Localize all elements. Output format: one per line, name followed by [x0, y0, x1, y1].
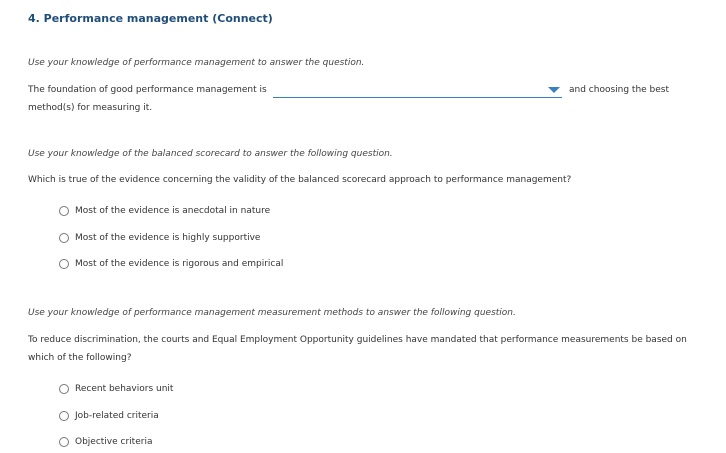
- q3-question-line1: To reduce discrimination, the courts and Equal Employment Opportunity guidelines have mandated that performance measurements be based on: [28, 335, 687, 345]
- q2-option-2-label: Most of the evidence is highly supportive: [75, 233, 261, 243]
- radio-button[interactable]: [59, 259, 69, 269]
- q1-prefix: The foundation of good performance management is: [28, 85, 267, 95]
- radio-button[interactable]: [59, 233, 69, 243]
- q3-option-1[interactable]: [59, 382, 173, 396]
- q3-question-line2: which of the following?: [28, 353, 132, 363]
- q2-instruction: Use your knowledge of the balanced scorecard to answer the following question.: [28, 149, 393, 159]
- radio-button[interactable]: [59, 437, 69, 447]
- q2-option-1[interactable]: [59, 204, 270, 218]
- question-title: 4. Performance management (Connect): [28, 12, 273, 25]
- q3-option-2-label: Job-related criteria: [75, 411, 159, 421]
- q1-continuation: method(s) for measuring it.: [28, 103, 153, 113]
- chevron-down-icon[interactable]: [548, 87, 560, 93]
- q3-option-1-label: Recent behaviors unit: [75, 384, 174, 394]
- q2-option-3-label: Most of the evidence is rigorous and empirical: [75, 259, 284, 269]
- q3-option-3[interactable]: [59, 435, 152, 449]
- q1-instruction: Use your knowledge of performance management to answer the question.: [28, 58, 365, 68]
- q2-option-2[interactable]: [59, 231, 260, 245]
- q3-instruction: Use your knowledge of performance management measurement methods to answer the following question.: [28, 308, 516, 318]
- radio-button[interactable]: [59, 384, 69, 394]
- q3-option-2[interactable]: [59, 409, 159, 423]
- q1-answer-dropdown[interactable]: [273, 83, 562, 98]
- q2-question: Which is true of the evidence concerning the validity of the balanced scorecard approach to performance management?: [28, 175, 572, 185]
- radio-button[interactable]: [59, 411, 69, 421]
- q1-suffix: and choosing the best: [569, 85, 670, 95]
- q2-option-3[interactable]: [59, 257, 283, 271]
- radio-button[interactable]: [59, 206, 69, 216]
- q3-option-3-label: Objective criteria: [75, 437, 153, 447]
- q2-option-1-label: Most of the evidence is anecdotal in nature: [75, 206, 271, 216]
